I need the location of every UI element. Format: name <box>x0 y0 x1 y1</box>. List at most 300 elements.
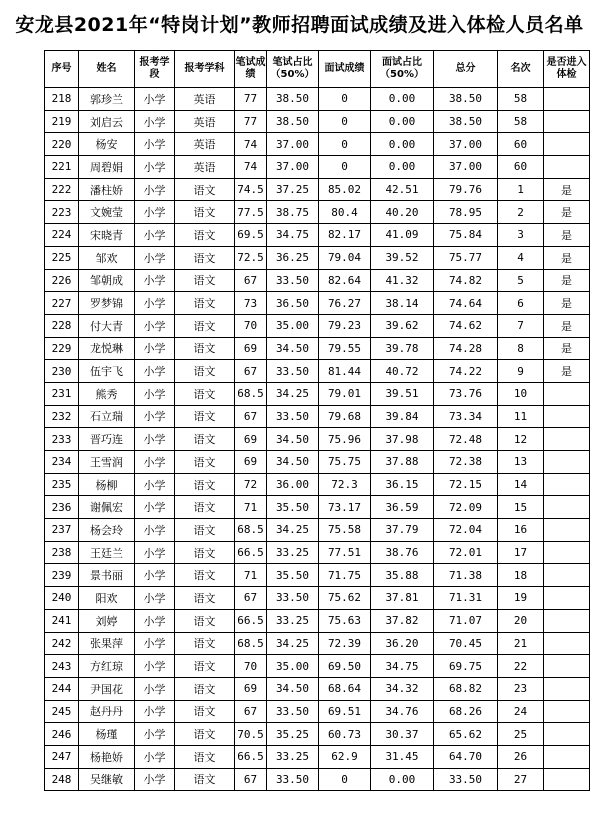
table-cell <box>544 700 590 723</box>
table-cell: 13 <box>498 451 544 474</box>
table-cell: 238 <box>45 541 79 564</box>
table-cell: 语文 <box>175 587 235 610</box>
table-cell: 伍宇飞 <box>79 360 135 383</box>
table-cell: 74.5 <box>235 178 267 201</box>
table-cell: 34.76 <box>371 700 434 723</box>
table-cell: 10 <box>498 382 544 405</box>
table-cell: 72.15 <box>434 473 498 496</box>
table-cell: 阳欢 <box>79 587 135 610</box>
table-cell: 60.73 <box>319 723 371 746</box>
table-cell: 周碧娟 <box>79 156 135 179</box>
table-cell: 69.51 <box>319 700 371 723</box>
table-cell: 谢佩宏 <box>79 496 135 519</box>
table-cell: 248 <box>45 768 79 791</box>
table-cell: 36.15 <box>371 473 434 496</box>
table-cell: 74.22 <box>434 360 498 383</box>
table-cell: 晋巧连 <box>79 428 135 451</box>
table-cell: 语文 <box>175 451 235 474</box>
table-cell: 40.20 <box>371 201 434 224</box>
table-cell: 39.78 <box>371 337 434 360</box>
table-cell: 71 <box>235 496 267 519</box>
table-cell: 79.76 <box>434 178 498 201</box>
table-cell: 20 <box>498 609 544 632</box>
table-cell: 70.45 <box>434 632 498 655</box>
table-cell: 36.00 <box>267 473 319 496</box>
table-cell: 68.5 <box>235 519 267 542</box>
table-cell: 33.25 <box>267 745 319 768</box>
table-cell: 语文 <box>175 519 235 542</box>
table-cell: 72.09 <box>434 496 498 519</box>
table-cell: 龙悦琳 <box>79 337 135 360</box>
table-row <box>45 382 590 405</box>
table-cell: 语文 <box>175 246 235 269</box>
table-cell: 34.50 <box>267 337 319 360</box>
table-cell: 67 <box>235 768 267 791</box>
table-cell: 语文 <box>175 768 235 791</box>
table-cell: 237 <box>45 519 79 542</box>
table-cell: 语文 <box>175 360 235 383</box>
table-cell: 小学 <box>135 700 175 723</box>
table-row <box>45 632 590 655</box>
table-cell: 234 <box>45 451 79 474</box>
table-header-row <box>45 51 590 88</box>
header-cell: 姓名 <box>79 51 135 88</box>
table-cell: 小学 <box>135 632 175 655</box>
table-cell: 38.50 <box>434 110 498 133</box>
table-cell <box>544 133 590 156</box>
header-cell: 报考学段 <box>135 51 175 88</box>
table-cell: 小学 <box>135 246 175 269</box>
table-cell: 36.50 <box>267 292 319 315</box>
table-cell: 3 <box>498 224 544 247</box>
table-cell: 77 <box>235 88 267 111</box>
table-cell: 是 <box>544 246 590 269</box>
table-cell: 语文 <box>175 314 235 337</box>
table-cell: 文婉莹 <box>79 201 135 224</box>
table-row <box>45 519 590 542</box>
table-cell: 69.5 <box>235 224 267 247</box>
table-cell: 宋晓青 <box>79 224 135 247</box>
table-cell: 付大青 <box>79 314 135 337</box>
table-cell: 70 <box>235 314 267 337</box>
table-cell: 37.25 <box>267 178 319 201</box>
table-cell: 是 <box>544 269 590 292</box>
table-cell: 15 <box>498 496 544 519</box>
table-cell: 73 <box>235 292 267 315</box>
table-cell: 34.75 <box>267 224 319 247</box>
table-cell <box>544 587 590 610</box>
table-cell: 2 <box>498 201 544 224</box>
table-cell: 语文 <box>175 723 235 746</box>
table-cell: 225 <box>45 246 79 269</box>
table-row <box>45 360 590 383</box>
table-cell: 石立瑞 <box>79 405 135 428</box>
table-cell: 38.50 <box>267 110 319 133</box>
table-cell: 72 <box>235 473 267 496</box>
header-cell: 面试占比（50%） <box>371 51 434 88</box>
table-cell: 小学 <box>135 110 175 133</box>
table-cell: 小学 <box>135 269 175 292</box>
table-cell: 0.00 <box>371 88 434 111</box>
table-cell: 小学 <box>135 292 175 315</box>
table-cell: 35.00 <box>267 314 319 337</box>
table-cell: 是 <box>544 360 590 383</box>
table-cell: 语文 <box>175 382 235 405</box>
table-cell: 语文 <box>175 405 235 428</box>
table-cell: 18 <box>498 564 544 587</box>
table-cell: 220 <box>45 133 79 156</box>
table-cell: 79.01 <box>319 382 371 405</box>
table-cell: 68.82 <box>434 677 498 700</box>
table-cell: 小学 <box>135 88 175 111</box>
table-cell: 72.3 <box>319 473 371 496</box>
table-cell: 77 <box>235 110 267 133</box>
table-cell: 0 <box>319 156 371 179</box>
table-cell <box>544 156 590 179</box>
table-row <box>45 655 590 678</box>
table-cell: 33.50 <box>267 768 319 791</box>
table-cell: 39.51 <box>371 382 434 405</box>
header-cell: 序号 <box>45 51 79 88</box>
table-cell: 58 <box>498 88 544 111</box>
table-cell: 小学 <box>135 156 175 179</box>
table-cell: 71 <box>235 564 267 587</box>
table-cell: 36.25 <box>267 246 319 269</box>
table-cell: 74.62 <box>434 314 498 337</box>
table-cell: 小学 <box>135 745 175 768</box>
table-cell: 75.75 <box>319 451 371 474</box>
table-cell: 227 <box>45 292 79 315</box>
table-cell: 潘柱娇 <box>79 178 135 201</box>
table-cell: 72.01 <box>434 541 498 564</box>
header-cell: 是否进入体检 <box>544 51 590 88</box>
table-cell: 24 <box>498 700 544 723</box>
table-cell: 69.50 <box>319 655 371 678</box>
table-cell: 语文 <box>175 632 235 655</box>
table-cell: 219 <box>45 110 79 133</box>
table-cell: 241 <box>45 609 79 632</box>
table-cell <box>544 609 590 632</box>
table-cell: 语文 <box>175 292 235 315</box>
table-cell: 41.09 <box>371 224 434 247</box>
table-cell: 小学 <box>135 496 175 519</box>
table-cell: 229 <box>45 337 79 360</box>
table-cell: 小学 <box>135 587 175 610</box>
table-cell: 郭珍兰 <box>79 88 135 111</box>
table-cell: 30.37 <box>371 723 434 746</box>
table-cell: 是 <box>544 178 590 201</box>
table-cell: 242 <box>45 632 79 655</box>
table-cell: 33.50 <box>267 700 319 723</box>
header-cell: 名次 <box>498 51 544 88</box>
table-cell: 杨瑾 <box>79 723 135 746</box>
table-cell: 34.25 <box>267 382 319 405</box>
table-cell: 39.52 <box>371 246 434 269</box>
table-cell: 82.64 <box>319 269 371 292</box>
table-cell: 赵丹丹 <box>79 700 135 723</box>
table-cell: 33.25 <box>267 541 319 564</box>
table-cell: 72.04 <box>434 519 498 542</box>
table-cell: 75.84 <box>434 224 498 247</box>
table-cell: 杨艳娇 <box>79 745 135 768</box>
document-title: 安龙县2021年“特岗计划”教师招聘面试成绩及进入体检人员名单 <box>15 14 584 36</box>
table-cell: 小学 <box>135 314 175 337</box>
table-row <box>45 201 590 224</box>
table-cell: 小学 <box>135 519 175 542</box>
table-cell <box>544 519 590 542</box>
table-cell: 74.82 <box>434 269 498 292</box>
table-row <box>45 768 590 791</box>
table-cell: 33.50 <box>434 768 498 791</box>
table-cell: 75.63 <box>319 609 371 632</box>
table-row <box>45 473 590 496</box>
table-cell: 66.5 <box>235 745 267 768</box>
table-cell: 69 <box>235 677 267 700</box>
table-cell: 英语 <box>175 88 235 111</box>
table-cell: 38.75 <box>267 201 319 224</box>
table-cell: 75.77 <box>434 246 498 269</box>
table-cell <box>544 655 590 678</box>
table-row <box>45 292 590 315</box>
table-cell: 33.50 <box>267 405 319 428</box>
table-cell: 语文 <box>175 609 235 632</box>
table-cell: 35.00 <box>267 655 319 678</box>
table-cell: 76.27 <box>319 292 371 315</box>
table-cell: 38.50 <box>434 88 498 111</box>
table-cell <box>544 451 590 474</box>
table-row <box>45 110 590 133</box>
table-cell: 67 <box>235 587 267 610</box>
table-cell: 74 <box>235 156 267 179</box>
table-cell: 246 <box>45 723 79 746</box>
table-cell: 22 <box>498 655 544 678</box>
table-cell: 英语 <box>175 133 235 156</box>
table-cell: 杨会玲 <box>79 519 135 542</box>
table-cell: 小学 <box>135 337 175 360</box>
table-cell: 68.5 <box>235 632 267 655</box>
table-cell: 69.75 <box>434 655 498 678</box>
table-cell: 小学 <box>135 723 175 746</box>
table-cell: 72.39 <box>319 632 371 655</box>
table-cell <box>544 541 590 564</box>
table-cell: 80.4 <box>319 201 371 224</box>
table-cell: 语文 <box>175 201 235 224</box>
table-cell <box>544 745 590 768</box>
table-cell: 74 <box>235 133 267 156</box>
table-row <box>45 587 590 610</box>
table-cell: 36.59 <box>371 496 434 519</box>
table-cell <box>544 496 590 519</box>
table-cell: 79.55 <box>319 337 371 360</box>
table-cell: 85.02 <box>319 178 371 201</box>
table-cell: 7 <box>498 314 544 337</box>
table-cell: 77.51 <box>319 541 371 564</box>
table-cell: 232 <box>45 405 79 428</box>
table-cell: 37.81 <box>371 587 434 610</box>
table-cell: 67 <box>235 269 267 292</box>
table-cell: 是 <box>544 224 590 247</box>
table-row <box>45 677 590 700</box>
table-cell: 35.50 <box>267 496 319 519</box>
table-cell: 熊秀 <box>79 382 135 405</box>
table-cell: 82.17 <box>319 224 371 247</box>
table-row <box>45 133 590 156</box>
table-cell: 75.58 <box>319 519 371 542</box>
table-cell: 226 <box>45 269 79 292</box>
table-cell: 69 <box>235 451 267 474</box>
table-row <box>45 224 590 247</box>
table-cell: 31.45 <box>371 745 434 768</box>
table-cell: 21 <box>498 632 544 655</box>
table-cell: 65.62 <box>434 723 498 746</box>
table-row <box>45 564 590 587</box>
table-cell: 37.82 <box>371 609 434 632</box>
table-cell: 37.00 <box>267 156 319 179</box>
table-cell: 11 <box>498 405 544 428</box>
table-cell: 75.96 <box>319 428 371 451</box>
table-cell: 小学 <box>135 768 175 791</box>
table-cell <box>544 428 590 451</box>
table-cell: 19 <box>498 587 544 610</box>
table-cell: 66.5 <box>235 609 267 632</box>
table-cell: 语文 <box>175 745 235 768</box>
table-cell: 英语 <box>175 156 235 179</box>
table-cell <box>544 564 590 587</box>
table-cell: 243 <box>45 655 79 678</box>
table-cell: 68.5 <box>235 382 267 405</box>
table-cell: 71.38 <box>434 564 498 587</box>
table-cell: 是 <box>544 314 590 337</box>
table-cell: 语文 <box>175 473 235 496</box>
table-cell: 81.44 <box>319 360 371 383</box>
table-cell: 语文 <box>175 700 235 723</box>
table-cell: 小学 <box>135 178 175 201</box>
table-cell <box>544 632 590 655</box>
table-cell: 233 <box>45 428 79 451</box>
table-cell: 35.25 <box>267 723 319 746</box>
table-cell: 236 <box>45 496 79 519</box>
table-cell: 23 <box>498 677 544 700</box>
table-cell: 1 <box>498 178 544 201</box>
table-cell: 72.48 <box>434 428 498 451</box>
header-cell: 报考学科 <box>175 51 235 88</box>
table-cell: 刘婷 <box>79 609 135 632</box>
table-cell: 14 <box>498 473 544 496</box>
table-cell: 244 <box>45 677 79 700</box>
table-cell: 221 <box>45 156 79 179</box>
table-cell: 小学 <box>135 609 175 632</box>
table-cell: 222 <box>45 178 79 201</box>
table-cell: 72.38 <box>434 451 498 474</box>
table-cell: 36.20 <box>371 632 434 655</box>
table-cell: 0 <box>319 110 371 133</box>
table-cell: 223 <box>45 201 79 224</box>
table-cell: 35.88 <box>371 564 434 587</box>
table-row <box>45 269 590 292</box>
table-cell: 小学 <box>135 655 175 678</box>
table-cell: 69 <box>235 428 267 451</box>
table-cell: 0.00 <box>371 110 434 133</box>
table-row <box>45 609 590 632</box>
table-cell: 230 <box>45 360 79 383</box>
table-cell: 39.62 <box>371 314 434 337</box>
table-cell: 罗梦锦 <box>79 292 135 315</box>
table-cell: 224 <box>45 224 79 247</box>
table-row <box>45 700 590 723</box>
table-cell: 小学 <box>135 382 175 405</box>
table-cell: 79.04 <box>319 246 371 269</box>
table-cell: 70 <box>235 655 267 678</box>
table-row <box>45 496 590 519</box>
table-cell: 小学 <box>135 360 175 383</box>
table-cell: 英语 <box>175 110 235 133</box>
table-cell: 6 <box>498 292 544 315</box>
table-row <box>45 156 590 179</box>
results-table <box>44 50 590 791</box>
table-cell: 邹朝成 <box>79 269 135 292</box>
table-cell: 语文 <box>175 269 235 292</box>
table-cell: 75.62 <box>319 587 371 610</box>
table-cell: 25 <box>498 723 544 746</box>
table-cell: 邹欢 <box>79 246 135 269</box>
table-cell: 79.23 <box>319 314 371 337</box>
table-cell: 杨安 <box>79 133 135 156</box>
table-cell: 38.76 <box>371 541 434 564</box>
table-cell: 0.00 <box>371 133 434 156</box>
table-cell: 60 <box>498 133 544 156</box>
table-row <box>45 314 590 337</box>
table-row <box>45 178 590 201</box>
table-cell: 34.50 <box>267 677 319 700</box>
table-cell: 33.50 <box>267 587 319 610</box>
table-cell: 35.50 <box>267 564 319 587</box>
table-cell: 尹国花 <box>79 677 135 700</box>
table-cell: 吴继敏 <box>79 768 135 791</box>
table-cell: 26 <box>498 745 544 768</box>
table-cell: 语文 <box>175 428 235 451</box>
header-cell: 笔试占比（50%） <box>267 51 319 88</box>
table-cell: 是 <box>544 201 590 224</box>
table-cell: 语文 <box>175 337 235 360</box>
table-cell: 37.98 <box>371 428 434 451</box>
table-cell: 73.17 <box>319 496 371 519</box>
table-cell: 72.5 <box>235 246 267 269</box>
table-cell: 37.00 <box>267 133 319 156</box>
table-cell: 218 <box>45 88 79 111</box>
table-cell: 231 <box>45 382 79 405</box>
table-cell: 王廷兰 <box>79 541 135 564</box>
table-cell: 60 <box>498 156 544 179</box>
header-cell: 笔试成绩 <box>235 51 267 88</box>
table-cell: 小学 <box>135 405 175 428</box>
table-cell: 语文 <box>175 677 235 700</box>
table-cell: 37.79 <box>371 519 434 542</box>
table-cell: 42.51 <box>371 178 434 201</box>
table-cell: 67 <box>235 700 267 723</box>
table-cell <box>544 382 590 405</box>
header-cell: 面试成绩 <box>319 51 371 88</box>
table-row <box>45 405 590 428</box>
table-cell <box>544 110 590 133</box>
table-cell: 58 <box>498 110 544 133</box>
table-cell: 小学 <box>135 451 175 474</box>
table-cell: 是 <box>544 337 590 360</box>
table-cell: 77.5 <box>235 201 267 224</box>
table-cell: 68.64 <box>319 677 371 700</box>
table-cell: 37.00 <box>434 156 498 179</box>
table-cell: 小学 <box>135 677 175 700</box>
table-cell: 64.70 <box>434 745 498 768</box>
